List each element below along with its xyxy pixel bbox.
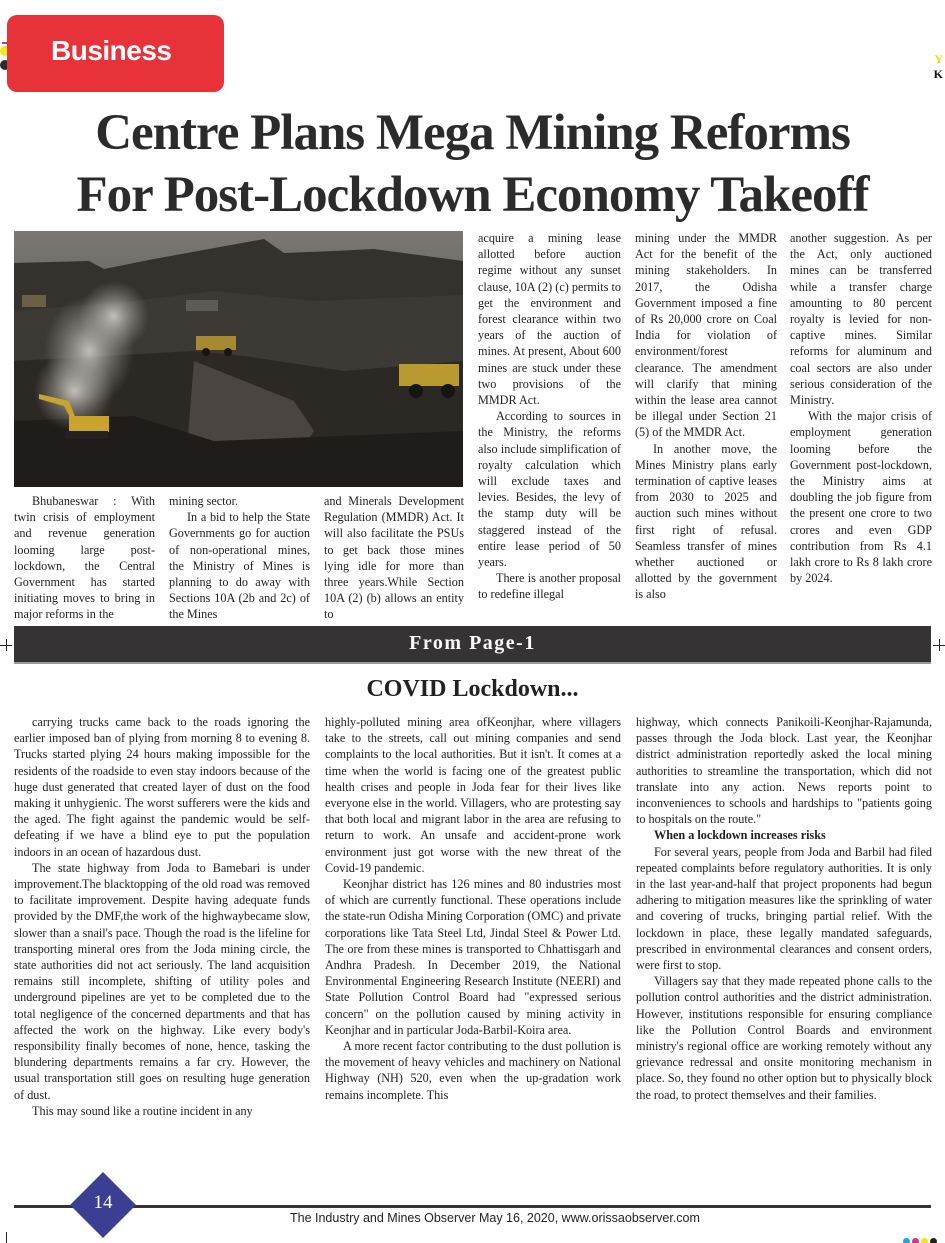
article2-paragraph: The state highway from Joda to Bamebari is under improvement.The blacktopping of the old road was removed to facilitate improvement. Despite having adequate funds provided by the DMF,the work of the highwaybecame slow, slower than a snail's pace. Though the road is the lifeline for transporting mineral ores from the Joda mining circle, the state authorities did not act seriously. The land acquisition remains still incomplete, shifting of utility poles and underground pipelines are yet to be completed due to the total negligence of the concerned departments and that has affected the work on the highway. Like every body's responsibility finally becomes of none, hence, tasking the blundering departments remains a far cry. However, the usual transportation still goes on resulting huge generation of dust. [14, 860, 310, 1102]
headline-line-1: Centre Plans Mega Mining Reforms [95, 105, 850, 161]
article2-column-1 [14, 714, 310, 1119]
publication-line: The Industry and Mines Observer May 16, 2020, www.orissaobserver.com [290, 1211, 700, 1225]
section-badge [7, 15, 224, 92]
ink-dot-black [930, 1238, 937, 1243]
article1-paragraph: In another move, the Mines Ministry plans early termination of captive leases from 2030 to 2025 and auction such mines without first right of refusal. Seamless transfer of mines whether auctioned or allotted by the government is also [635, 441, 777, 602]
article1-paragraph: With the major crisis of employment generation looming before the Government post-lockdown, the Ministry aims at doubling the job figure from the present one crore to two crores and even GDP contribution from Rs 4.1 lakh crore to Rs 8 lakh crore by 2024. [790, 409, 932, 586]
article1-column-4 [478, 230, 621, 603]
from-page-banner [14, 626, 931, 664]
article1-paragraph: mining under the MMDR Act for the benefit of the mining stakeholders. In 2017, the Odisha Government imposed a fine of Rs 20,000 crore on Coal India for violation of environment/forest clearance. The amendment will clarify that mining within the lease area cannot be illegal under Section 21 (5) of the MMDR Act. [635, 231, 777, 440]
ink-dot-cyan [903, 1238, 910, 1243]
page-number: 14 [93, 1192, 113, 1213]
mine-photo [14, 231, 463, 487]
section-badge-label: Business [51, 35, 172, 66]
article2-paragraph: A more recent factor contributing to the dust pollution is the movement of heavy vehicles and machinery on National Highway (NH) 520, even when the up-gradation work remains incomplete. This [325, 1039, 621, 1102]
article1-paragraph: mining sector. [169, 494, 239, 508]
from-page-label: From Page-1 [409, 632, 536, 654]
article2-paragraph: Villagers say that they made repeated phone calls to the pollution control authorities and the district administration. However, institutions responsible for ensuring compliance like the Pollution Control Boards and environment ministry's regional office are working remotely without any grievance redressal and onsite monitoring mechanism in place. So, they found no other option but to physically block the road, to protect themselves and their families. [636, 974, 932, 1102]
article2-column-2 [325, 714, 621, 1103]
ink-registration-dots [903, 1238, 937, 1243]
page-number-badge [70, 1172, 136, 1238]
article2-paragraph: This may sound like a routine incident in any [32, 1103, 253, 1118]
article2-paragraph: Keonjhar district has 126 mines and 80 industries most of which are currently functional. These operations include the state-run Odisha Mining Corporation (OMC) and private corporations like Tata Steel Ltd, Jindal Steel & Power Ltd. The ore from these mines is transported to Chhattisgarh and Andhra Pradesh. In December 2019, the National Environmental Engineering Research Institute (NEERI) and State Pollution Control Board had "expressed serious concern" on the pollution caused by mining activity in Keonjhar and in particular Joda-Barbil-Koira area. [325, 877, 621, 1037]
article1-paragraph: In a bid to help the State Governments go for auction of non-operational mines, the Ministry of Mines is planning to do away with Sections 10A (2b and 2c) of the Mines [169, 510, 310, 622]
article1-paragraph: There is another proposal to redefine illegal [478, 571, 621, 602]
crop-mark-bottom-left [6, 1232, 7, 1243]
article2-column-3 [636, 714, 932, 1103]
footer-rule [14, 1205, 931, 1208]
article1-column-3 [324, 493, 464, 623]
crop-mark-right-v [939, 639, 940, 651]
article1-column-5 [635, 230, 777, 603]
article1-paragraph: According to sources in the Ministry, the reforms also include simplification of royalty calculation which will exclude taxes and levies. Besides, the levy of the stamp duty will be staggered instead of the entire lease period of 50 years. [478, 409, 621, 570]
ink-dot-magenta [912, 1238, 919, 1243]
article1-column-2 [169, 493, 310, 623]
article2-paragraph: highly-polluted mining area ofKeonjhar, where villagers take to the streets, call out mining companies and send complaints to the local authorities. But it isn't. It comes at a time when the world is facing one of the greatest public health crises and people in Joda fear for their lives like everyone else in the world. Villagers, who are protesting say that both local and migrant labor in the area are refusing to return to work. An unsafe and accident-prone work environment just got worse with the new threat of the Covid-19 pandemic. [325, 715, 621, 875]
crop-mark-left-v [6, 639, 7, 651]
article1-column-6 [790, 230, 932, 586]
article2-title: COVID Lockdown... [366, 676, 579, 702]
mine-photo-illustration [14, 231, 463, 487]
cmyk-label-y: Y [934, 52, 943, 66]
article2-subheading: When a lockdown increases risks [654, 828, 826, 843]
cmyk-label-k: K [933, 67, 943, 81]
article1-paragraph: acquire a mining lease allotted before auction regime without any sunset clause, 10A (2) (c) permits to get the environment and forest clearance within two years of the auction of mines. At present, About 600 mines are stuck under these two provisions of the MMDR Act. [478, 231, 621, 408]
article2-paragraph: carrying trucks came back to the roads ignoring the earlier imposed ban of plying from morning 8 to evening 8. Trucks started plying 24 hours making impossible for the residents of the roadside to even stay indoors because of the huge dust generated that created layer of dust on the food making it unhygienic. The worst sufferers were the kids and the aged. The fight against the pandemic would be self-defeating if we have a blind eye to put the population indoors in an ocean of hazardous dust. [14, 715, 310, 859]
article2-paragraph: For several years, people from Joda and Barbil had filed repeated complaints before regulatory authorities. It is only in the last year-and-half that project proponents had begun adhering to mitigation measures like the sprinkling of water and covering of trucks, bringing partial relief. With the lockdown in place, these legally mandated safeguards, prescribed in environmental clearances and consent orders, were first to stop. [636, 844, 932, 973]
article1-paragraph: and Minerals Development Regulation (MMDR) Act. It will also facilitate the PSUs to get back those mines lying idle for more than three years.While Section 10A (2) (b) allows an entity to [324, 494, 464, 622]
headline-line-2: For Post-Lockdown Economy Takeoff [76, 167, 869, 223]
ink-dot-yellow [921, 1238, 928, 1243]
article1-paragraph: another suggestion. As per the Act, only auctioned mines can be transferred while a transfer charge amounting to 80 percent royalty is levied for non-captive mines. Similar reforms for aluminum and coal sectors are also under serious consideration of the Ministry. [790, 231, 932, 408]
article1-column-1 [14, 493, 155, 623]
article1-paragraph: Bhubaneswar : With twin crisis of employment and revenue generation looming large post-lockdown, the Central Government has started initiating moves to bring in major reforms in the [14, 494, 155, 622]
article2-paragraph: highway, which connects Panikoili-Keonjhar-Rajamunda, passes through the Joda block. Last year, the Keonjhar district administration reportedly asked the local mining authorities to streamline the transportation, which did not translate into any action. News reports point to inconveniences to schools and hardships to "patients going to hospitals on the route." [636, 715, 932, 827]
